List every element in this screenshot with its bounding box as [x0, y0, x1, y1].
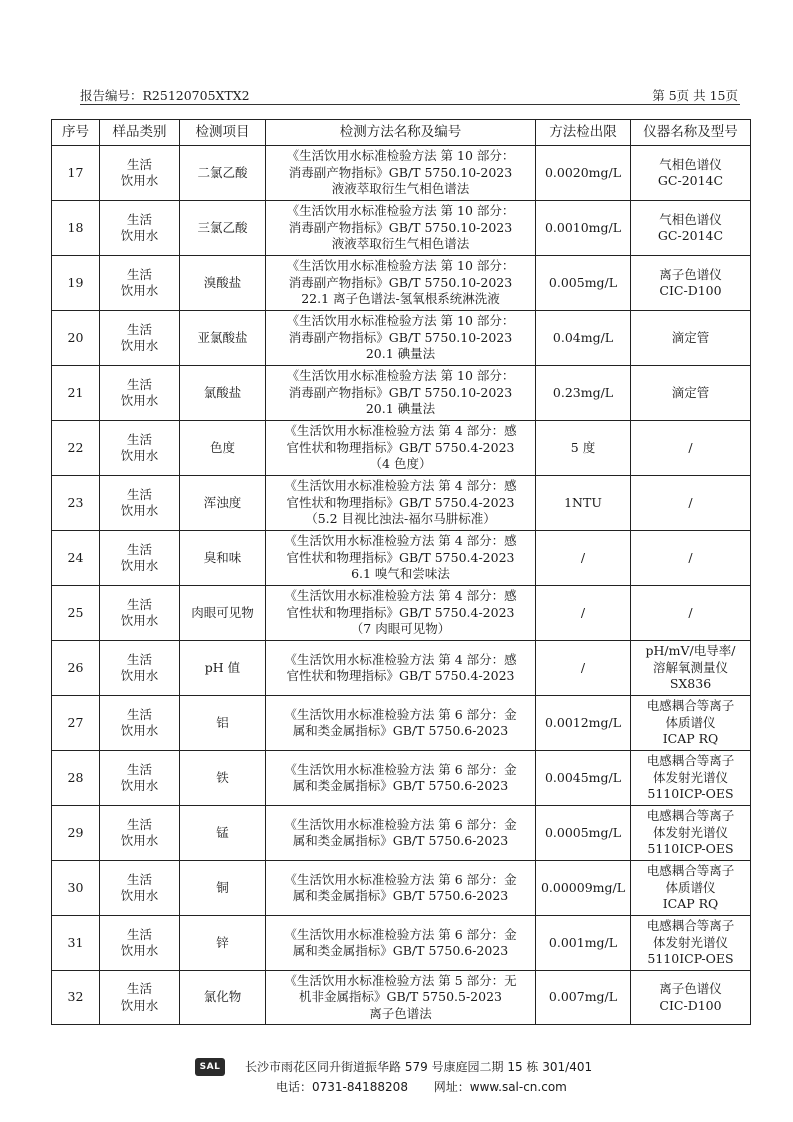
cell-instrument-line: CIC-D100 [659, 283, 722, 298]
cell-instrument-line: GC-2014C [657, 173, 724, 188]
col-header-method: 检测方法名称及编号 [266, 120, 536, 146]
table-row [52, 696, 751, 751]
cell-no: 19 [52, 256, 100, 311]
cell-method-line: （4 色度） [369, 456, 432, 472]
cell-category [100, 146, 180, 201]
cell-category [100, 256, 180, 311]
table-row [52, 586, 751, 641]
cell-instrument [631, 971, 751, 1025]
cell-instrument [631, 201, 751, 256]
cell-no: 24 [52, 531, 100, 586]
table-row [52, 146, 751, 201]
cell-item: 臭和味 [180, 531, 266, 586]
page-info: 第 5页 共 15页 [652, 88, 738, 103]
page-footer [190, 1056, 620, 1096]
cell-instrument-line: 电感耦合等离子 [646, 698, 735, 714]
cell-method-line: 属和类金属指标》GB/T 5750.6-2023 [292, 723, 509, 738]
cell-method [266, 971, 536, 1025]
cell-category-line: 饮用水 [120, 943, 159, 958]
cell-instrument-line: 电感耦合等离子 [646, 808, 735, 824]
table-row [52, 641, 751, 696]
cell-instrument-line: 体发射光谱仪 [652, 934, 728, 950]
cell-instrument-line: ICAP RQ [662, 731, 719, 747]
cell-no: 17 [52, 146, 100, 201]
cell-category-line: 饮用水 [120, 997, 159, 1013]
table-row [52, 531, 751, 586]
cell-item: 肉眼可见物 [180, 586, 266, 641]
cell-instrument-line: 体发射光谱仪 [652, 769, 728, 785]
cell-method-line: 消毒副产物指标》GB/T 5750.10-2023 [288, 384, 513, 400]
cell-category [100, 641, 180, 696]
cell-method-line: 《生活饮用水标准检验方法 第 6 部分：金 [284, 706, 517, 722]
footer-website: 网址：www.sal-cn.com [433, 1080, 567, 1094]
cell-item: 氯化物 [180, 971, 266, 1025]
table-row [52, 971, 751, 1025]
cell-method-line: 《生活饮用水标准检验方法 第 6 部分：金 [284, 871, 517, 887]
cell-category-line: 生活 [126, 651, 152, 667]
cell-item: 铁 [180, 751, 266, 806]
cell-category-line: 生活 [126, 541, 152, 557]
cell-limit: / [536, 641, 631, 696]
cell-limit: 0.0005mg/L [536, 806, 631, 861]
cell-category-line: 饮用水 [120, 723, 159, 738]
cell-method-line: （7 肉眼可见物） [350, 621, 451, 637]
cell-instrument-line: / [688, 604, 693, 620]
cell-no: 29 [52, 806, 100, 861]
cell-limit: 0.007mg/L [536, 971, 631, 1025]
cell-method [266, 531, 536, 586]
cell-category [100, 971, 180, 1025]
cell-method-line: 《生活饮用水标准检验方法 第 6 部分：金 [284, 816, 517, 832]
cell-category-line: 生活 [126, 871, 152, 887]
cell-instrument [631, 916, 751, 971]
cell-limit: 1NTU [536, 476, 631, 531]
cell-method-line: 官性状和物理指标》GB/T 5750.4-2023 [286, 668, 515, 683]
cell-limit: 5 度 [536, 421, 631, 476]
cell-item: 铝 [180, 696, 266, 751]
cell-category-line: 生活 [126, 431, 152, 447]
cell-no: 22 [52, 421, 100, 476]
cell-instrument [631, 696, 751, 751]
cell-method-line: 属和类金属指标》GB/T 5750.6-2023 [292, 778, 509, 793]
cell-category-line: 生活 [126, 266, 152, 282]
cell-instrument-line: / [688, 549, 693, 565]
cell-category-line: 生活 [126, 321, 152, 337]
cell-no: 31 [52, 916, 100, 971]
table-row [52, 806, 751, 861]
cell-no: 18 [52, 201, 100, 256]
cell-method-line: 《生活饮用水标准检验方法 第 10 部分： [286, 258, 515, 274]
cell-category-line: 生活 [126, 706, 152, 722]
cell-category-line: 饮用水 [120, 833, 159, 848]
cell-no: 26 [52, 641, 100, 696]
cell-no: 25 [52, 586, 100, 641]
cell-category-line: 饮用水 [120, 503, 159, 518]
cell-instrument-line: 滴定管 [671, 384, 710, 400]
table-row [52, 421, 751, 476]
cell-instrument-line: ICAP RQ [662, 896, 719, 912]
cell-limit: / [536, 531, 631, 586]
cell-instrument-line: 溶解氧测量仪 [652, 659, 728, 675]
cell-method [266, 146, 536, 201]
report-number: 报告编号：R25120705XTX2 [80, 88, 250, 103]
cell-no: 21 [52, 366, 100, 421]
cell-method [266, 586, 536, 641]
cell-method-line: 《生活饮用水标准检验方法 第 4 部分：感 [284, 533, 517, 549]
cell-instrument-line: / [688, 439, 693, 455]
cell-method-line: 属和类金属指标》GB/T 5750.6-2023 [292, 943, 509, 958]
header-rule [80, 104, 740, 105]
cell-method-line: 《生活饮用水标准检验方法 第 5 部分：无 [284, 972, 517, 988]
cell-item: 二氯乙酸 [180, 146, 266, 201]
cell-limit: 0.0012mg/L [536, 696, 631, 751]
cell-category [100, 586, 180, 641]
cell-instrument-line: pH/mV/电导率/ [645, 643, 736, 659]
page-header [80, 83, 738, 105]
cell-item: 亚氯酸盐 [180, 311, 266, 366]
cell-method-line: 官性状和物理指标》GB/T 5750.4-2023 [286, 604, 515, 620]
cell-instrument [631, 421, 751, 476]
col-header-limit: 方法检出限 [536, 120, 631, 146]
cell-instrument-line: 离子色谱仪 [659, 981, 722, 996]
cell-method [266, 696, 536, 751]
cell-instrument-line: 气相色谱仪 [659, 211, 722, 227]
cell-item: pH 值 [180, 641, 266, 696]
cell-category-line: 饮用水 [120, 173, 159, 188]
cell-instrument-line: 电感耦合等离子 [646, 753, 735, 769]
cell-category [100, 696, 180, 751]
cell-category-line: 饮用水 [120, 283, 159, 298]
cell-no: 28 [52, 751, 100, 806]
cell-instrument-line: 电感耦合等离子 [646, 918, 735, 934]
cell-method-line: 消毒副产物指标》GB/T 5750.10-2023 [288, 219, 513, 235]
cell-instrument [631, 476, 751, 531]
cell-category-line: 生活 [126, 926, 152, 942]
footer-contact [276, 1078, 589, 1095]
cell-category-line: 生活 [126, 156, 152, 172]
cell-method-line: 《生活饮用水标准检验方法 第 10 部分： [286, 203, 515, 219]
cell-category-line: 饮用水 [120, 228, 159, 243]
cell-instrument-line: 离子色谱仪 [659, 266, 722, 282]
cell-category-line: 饮用水 [120, 778, 159, 793]
cell-method-line: 22.1 离子色谱法-氢氧根系统淋洗液 [301, 291, 500, 307]
cell-category [100, 806, 180, 861]
cell-method-line: 《生活饮用水标准检验方法 第 4 部分：感 [284, 651, 517, 667]
cell-method [266, 201, 536, 256]
table-row [52, 311, 751, 366]
cell-category [100, 476, 180, 531]
cell-instrument [631, 861, 751, 916]
cell-category [100, 531, 180, 586]
cell-instrument-line: / [688, 494, 693, 510]
cell-instrument [631, 146, 751, 201]
col-header-instrument: 仪器名称及型号 [631, 120, 751, 146]
cell-category-line: 生活 [126, 761, 152, 777]
cell-method [266, 421, 536, 476]
cell-method [266, 861, 536, 916]
cell-category [100, 861, 180, 916]
cell-limit: 0.00009mg/L [536, 861, 631, 916]
cell-category [100, 366, 180, 421]
cell-instrument-line: 5110ICP-OES [647, 786, 734, 802]
cell-instrument-line: 体质谱仪 [665, 714, 716, 730]
table-row [52, 201, 751, 256]
table-row [52, 916, 751, 971]
cell-category [100, 421, 180, 476]
cell-instrument [631, 751, 751, 806]
cell-method-line: 官性状和物理指标》GB/T 5750.4-2023 [286, 494, 515, 510]
cell-instrument [631, 641, 751, 696]
cell-method-line: 20.1 碘量法 [365, 401, 436, 417]
cell-method [266, 641, 536, 696]
col-header-no: 序号 [52, 120, 100, 146]
cell-category [100, 201, 180, 256]
cell-method [266, 751, 536, 806]
cell-limit: 0.0020mg/L [536, 146, 631, 201]
cell-limit: 0.0045mg/L [536, 751, 631, 806]
cell-method-line: 《生活饮用水标准检验方法 第 10 部分： [286, 148, 515, 164]
cell-no: 23 [52, 476, 100, 531]
cell-category-line: 生活 [126, 981, 152, 996]
cell-method [266, 366, 536, 421]
cell-method-line: 属和类金属指标》GB/T 5750.6-2023 [292, 833, 509, 848]
cell-item: 氯酸盐 [180, 366, 266, 421]
cell-category [100, 751, 180, 806]
cell-method-line: 《生活饮用水标准检验方法 第 6 部分：金 [284, 926, 517, 942]
cell-category-line: 饮用水 [120, 888, 159, 903]
cell-category [100, 311, 180, 366]
cell-method-line: 《生活饮用水标准检验方法 第 4 部分：感 [284, 478, 517, 494]
cell-instrument-line: 5110ICP-OES [647, 951, 734, 967]
cell-method-line: 官性状和物理指标》GB/T 5750.4-2023 [286, 439, 515, 455]
cell-method-line: 消毒副产物指标》GB/T 5750.10-2023 [288, 329, 513, 345]
cell-category-line: 饮用水 [120, 338, 159, 353]
cell-item: 三氯乙酸 [180, 201, 266, 256]
cell-category-line: 生活 [126, 816, 152, 832]
cell-instrument-line: 滴定管 [671, 329, 710, 345]
table-row [52, 861, 751, 916]
table-row [52, 751, 751, 806]
cell-method-line: 离子色谱法 [369, 1005, 432, 1021]
cell-limit: 0.001mg/L [536, 916, 631, 971]
cell-limit: 0.0010mg/L [536, 201, 631, 256]
cell-instrument-line: CIC-D100 [659, 997, 722, 1013]
cell-item: 铜 [180, 861, 266, 916]
cell-no: 27 [52, 696, 100, 751]
col-header-item: 检测项目 [180, 120, 266, 146]
cell-instrument-line: 5110ICP-OES [647, 841, 734, 857]
cell-method-line: 20.1 碘量法 [365, 346, 436, 362]
cell-instrument-line: 体质谱仪 [665, 879, 716, 895]
company-logo: SAL [195, 1058, 225, 1076]
cell-instrument-line: GC-2014C [657, 228, 724, 243]
cell-method [266, 806, 536, 861]
cell-method-line: 《生活饮用水标准检验方法 第 4 部分：感 [284, 423, 517, 439]
cell-method-line: 液液萃取衍生气相色谱法 [331, 236, 470, 252]
cell-instrument [631, 311, 751, 366]
cell-method-line: 机非金属指标》GB/T 5750.5-2023 [299, 989, 502, 1005]
cell-category-line: 饮用水 [120, 613, 159, 628]
cell-category-line: 生活 [126, 211, 152, 227]
cell-category-line: 饮用水 [120, 393, 159, 408]
cell-method-line: 官性状和物理指标》GB/T 5750.4-2023 [286, 549, 515, 565]
cell-instrument-line: 电感耦合等离子 [646, 863, 735, 879]
cell-instrument-line: SX836 [669, 676, 712, 692]
cell-limit: / [536, 586, 631, 641]
cell-item: 锰 [180, 806, 266, 861]
col-header-category: 样品类别 [100, 120, 180, 146]
cell-method-line: 消毒副产物指标》GB/T 5750.10-2023 [288, 274, 513, 290]
cell-item: 溴酸盐 [180, 256, 266, 311]
table-header-row [52, 120, 751, 146]
cell-category-line: 饮用水 [120, 448, 159, 463]
cell-method-line: 《生活饮用水标准检验方法 第 10 部分： [286, 368, 515, 384]
cell-limit: 0.23mg/L [536, 366, 631, 421]
cell-method [266, 311, 536, 366]
cell-instrument [631, 586, 751, 641]
footer-address: 长沙市雨花区同升街道振华路 579 号康庭园二期 15 栋 301/401 [245, 1060, 593, 1074]
cell-category-line: 饮用水 [120, 558, 159, 573]
cell-instrument-line: 气相色谱仪 [659, 156, 722, 172]
cell-item: 锌 [180, 916, 266, 971]
cell-category-line: 生活 [126, 596, 152, 612]
cell-item: 色度 [180, 421, 266, 476]
table-row [52, 476, 751, 531]
cell-method-line: 属和类金属指标》GB/T 5750.6-2023 [292, 888, 509, 903]
cell-category-line: 饮用水 [120, 668, 159, 683]
cell-category-line: 生活 [126, 376, 152, 392]
cell-limit: 0.04mg/L [536, 311, 631, 366]
cell-method-line: 液液萃取衍生气相色谱法 [331, 181, 470, 197]
cell-instrument [631, 806, 751, 861]
cell-method-line: 消毒副产物指标》GB/T 5750.10-2023 [288, 164, 513, 180]
cell-method [266, 256, 536, 311]
cell-category-line: 生活 [126, 486, 152, 502]
cell-method-line: 《生活饮用水标准检验方法 第 4 部分：感 [284, 588, 517, 604]
cell-no: 32 [52, 971, 100, 1025]
results-table [51, 119, 751, 1025]
cell-method [266, 916, 536, 971]
cell-instrument [631, 531, 751, 586]
cell-method-line: 《生活饮用水标准检验方法 第 10 部分： [286, 313, 515, 329]
cell-method [266, 476, 536, 531]
cell-limit: 0.005mg/L [536, 256, 631, 311]
cell-method-line: 6.1 嗅气和尝味法 [351, 566, 450, 582]
footer-phone: 电话：0731-84188208 [276, 1080, 408, 1094]
table-body [52, 146, 751, 1025]
table-row [52, 366, 751, 421]
cell-no: 20 [52, 311, 100, 366]
cell-item: 浑浊度 [180, 476, 266, 531]
cell-method-line: 《生活饮用水标准检验方法 第 6 部分：金 [284, 761, 517, 777]
cell-no: 30 [52, 861, 100, 916]
cell-instrument-line: 体发射光谱仪 [652, 824, 728, 840]
cell-instrument [631, 366, 751, 421]
cell-category [100, 916, 180, 971]
cell-method-line: （5.2 目视比浊法-福尔马肼标准） [305, 511, 496, 527]
table-row [52, 256, 751, 311]
cell-instrument [631, 256, 751, 311]
